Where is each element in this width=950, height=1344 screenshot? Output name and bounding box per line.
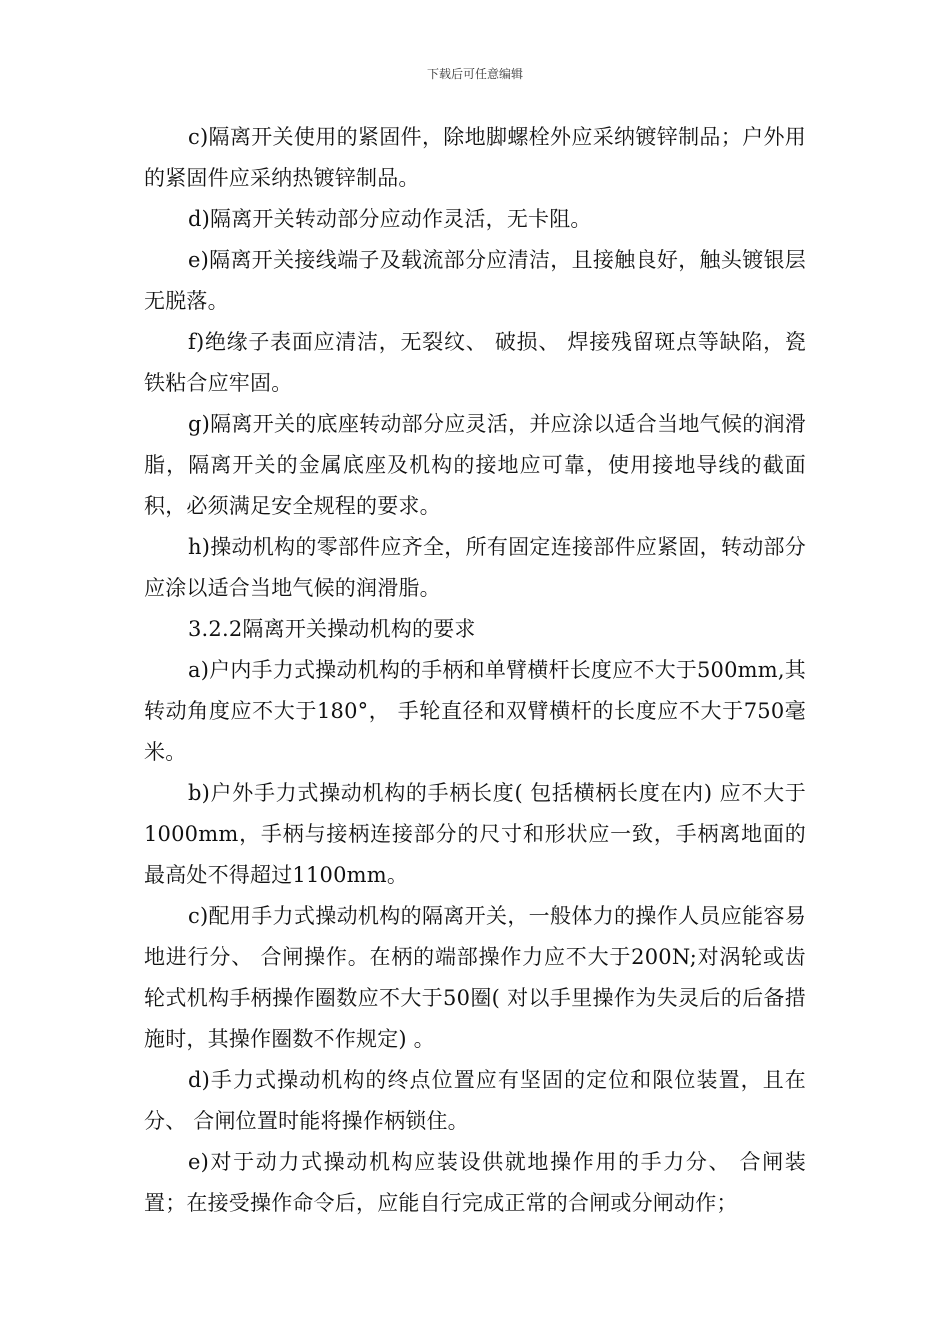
paragraph: f)绝缘子表面应清洁，无裂纹、 破损、 焊接残留斑点等缺陷，瓷铁粘合应牢固。 bbox=[144, 330, 806, 395]
paragraph: a)户内手力式操动机构的手柄和单臂横杆长度应不大于500mm,其转动角度应不大于180°， 手轮直径和双臂横杆的长度应不大于750毫米。 bbox=[144, 658, 806, 764]
paragraph: e)隔离开关接线端子及载流部分应清洁，且接触良好，触头镀银层无脱落。 bbox=[144, 248, 806, 313]
paragraph: c)隔离开关使用的紧固件，除地脚螺栓外应采纳镀锌制品；户外用的紧固件应采纳热镀锌制品。 bbox=[144, 125, 806, 190]
page-header: 下载后可任意编辑 bbox=[426, 67, 523, 81]
section-heading: 3.2.2隔离开关操动机构的要求 bbox=[188, 617, 476, 641]
paragraph: d)手力式操动机构的终点位置应有坚固的定位和限位装置，且在分、 合闸位置时能将操作柄锁住。 bbox=[144, 1068, 806, 1133]
document-body bbox=[144, 117, 806, 1224]
paragraph: b)户外手力式操动机构的手柄长度( 包括横柄长度在内) 应不大于1000mm，手柄与接柄连接部分的尺寸和形状应一致，手柄离地面的最高处不得超过1100mm。 bbox=[144, 781, 806, 887]
paragraph: h)操动机构的零部件应齐全，所有固定连接部件应紧固，转动部分应涂以适合当地气候的润滑脂。 bbox=[144, 535, 806, 600]
paragraph: g)隔离开关的底座转动部分应灵活，并应涂以适合当地气候的润滑脂，隔离开关的金属底座及机构的接地应可靠，使用接地导线的截面积，必须满足安全规程的要求。 bbox=[144, 412, 806, 518]
paragraph: e)对于动力式操动机构应装设供就地操作用的手力分、 合闸装置；在接受操作命令后，应能自行完成正常的合闸或分闸动作； bbox=[144, 1150, 806, 1215]
paragraph: c)配用手力式操动机构的隔离开关，一般体力的操作人员应能容易地进行分、 合闸操作。在柄的端部操作力应不大于200N;对涡轮或齿轮式机构手柄操作圈数应不大于50圈( 对以手里操作为失灵后的后备措施时，其操作圈数不作规定) 。 bbox=[144, 904, 806, 1051]
paragraph: d)隔离开关转动部分应动作灵活，无卡阻。 bbox=[188, 207, 592, 231]
